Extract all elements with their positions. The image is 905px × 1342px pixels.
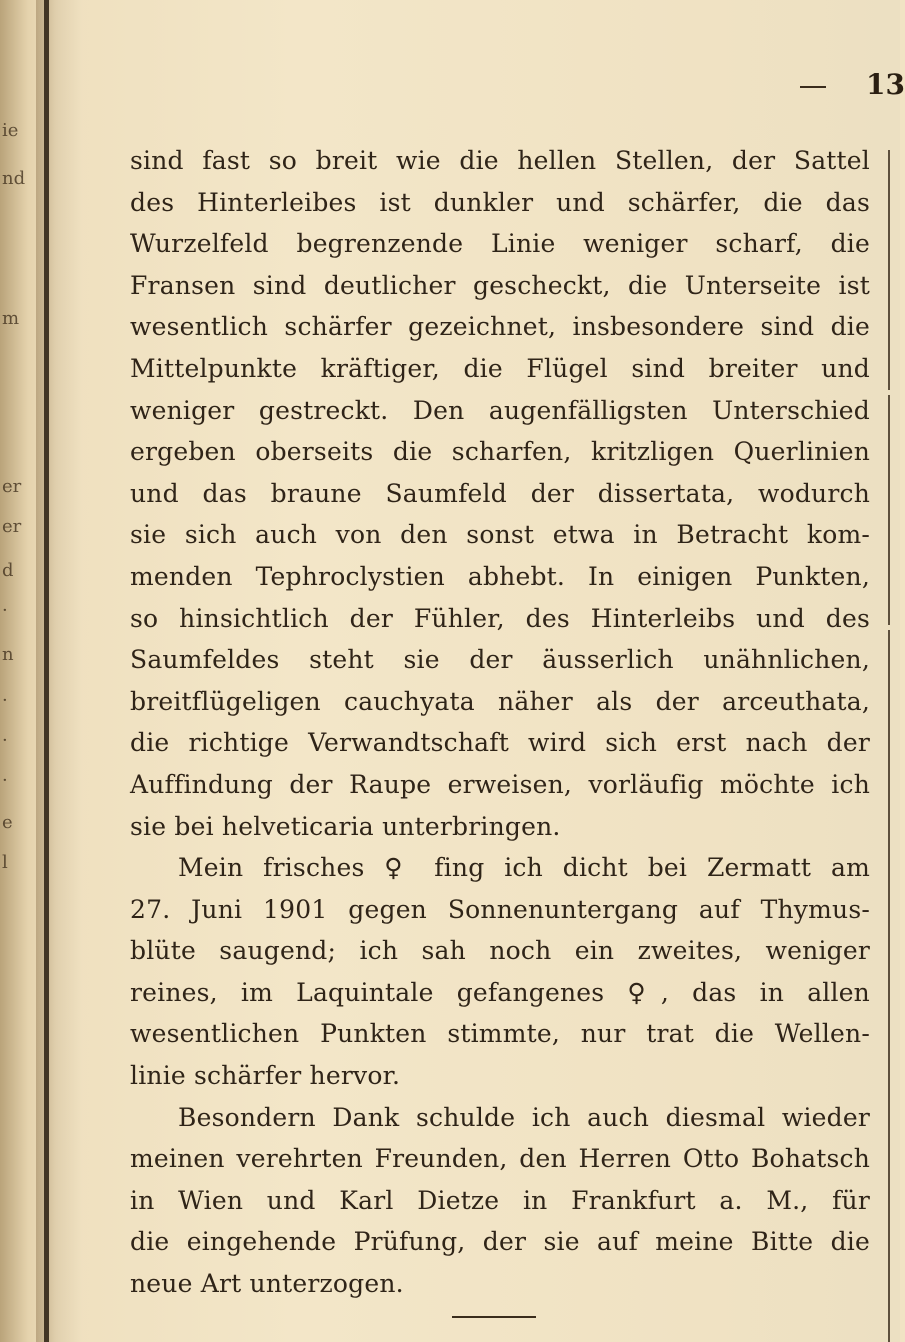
- left-page-edge-fragments: [0, 0, 30, 1342]
- text-line: so hinsichtlich der Fühler, des Hinterleibs und des: [130, 603, 870, 633]
- binding-spine-line: [44, 0, 49, 1342]
- right-edge-rule: [888, 630, 890, 1342]
- left-fragment: e: [2, 812, 13, 833]
- text-line: 27. Juni 1901 gegen Sonnenuntergang auf Thymus-: [130, 894, 870, 924]
- text-line: weniger gestreckt. Den augenfälligsten Unterschied: [130, 395, 870, 425]
- text-line: sind fast so breit wie die hellen Stellen, der Sattel: [130, 146, 870, 175]
- text-line: und das braune Saumfeld der dissertata, wodurch: [130, 478, 870, 508]
- left-fragment: ·: [2, 770, 8, 791]
- left-fragment: nd: [2, 168, 26, 189]
- text-line: sie sich auch von den sonst etwa in Betracht kom-: [130, 520, 870, 550]
- left-fragment: er: [2, 516, 22, 537]
- text-line: Fransen sind deutlicher gescheckt, die Unterseite ist: [130, 270, 870, 300]
- text-line: die eingehende Prüfung, der sie auf meine Bitte die: [130, 1227, 870, 1257]
- left-fragment: d: [2, 560, 14, 581]
- right-edge-rule: [888, 395, 890, 625]
- right-edge-rule: [888, 150, 890, 390]
- text-line: die richtige Verwandtschaft wird sich erst nach der: [130, 728, 870, 758]
- text-line: breitflügeligen cauchyata näher als der arceuthata,: [130, 686, 870, 716]
- left-fragment: ·: [2, 730, 8, 751]
- text-line: wesentlichen Punkten stimmte, nur trat die Wellen-: [130, 1019, 870, 1049]
- left-fragment: n: [2, 644, 14, 665]
- text-line: Auffindung der Raupe erweisen, vorläufig möchte ich: [130, 769, 870, 799]
- text-line: reines, im Laquintale gefangenes ♀, das in allen: [130, 977, 870, 1007]
- text-line: linie schärfer hervor.: [130, 1061, 401, 1091]
- text-line: blüte saugend; ich sah noch ein zweites, weniger: [130, 936, 870, 966]
- text-line: menden Tephroclystien abhebt. In einigen Punkten,: [130, 561, 870, 591]
- gutter-shadow: [36, 0, 82, 1342]
- end-rule: [452, 1316, 536, 1318]
- left-fragment: m: [2, 308, 20, 329]
- text-line: neue Art unterzogen.: [130, 1269, 404, 1299]
- text-line: sie bei helveticaria unterbringen.: [130, 811, 561, 841]
- left-fragment: er: [2, 476, 22, 497]
- left-fragment: ·: [2, 600, 8, 621]
- left-fragment: ·: [2, 690, 8, 711]
- text-line: wesentlich schärfer gezeichnet, insbesondere sind die: [130, 312, 870, 342]
- text-line: Mittelpunkte kräftiger, die Flügel sind breiter und: [130, 353, 870, 383]
- text-line: Mein frisches ♀ fing ich dicht bei Zermatt am: [178, 853, 870, 883]
- text-line: in Wien und Karl Dietze in Frankfurt a. M., für: [130, 1185, 870, 1215]
- text-line: Besondern Dank schulde ich auch diesmal wieder: [178, 1102, 870, 1132]
- text-line: des Hinterleibes ist dunkler und schärfer, die das: [130, 187, 870, 217]
- text-line: meinen verehrten Freunden, den Herren Otto Bohatsch: [130, 1144, 870, 1174]
- text-line: ergeben oberseits die scharfen, kritzligen Querlinien: [130, 437, 870, 467]
- page-header: [790, 68, 905, 104]
- body-text: [130, 140, 870, 1305]
- left-fragment: l: [2, 852, 8, 873]
- header-dash: [800, 86, 826, 88]
- left-fragment: ie: [2, 120, 19, 141]
- text-line: Saumfeldes steht sie der äusserlich unähnlichen,: [130, 645, 870, 675]
- page-number: 13: [866, 68, 905, 101]
- text-line: Wurzelfeld begrenzende Linie weniger scharf, die: [130, 229, 870, 259]
